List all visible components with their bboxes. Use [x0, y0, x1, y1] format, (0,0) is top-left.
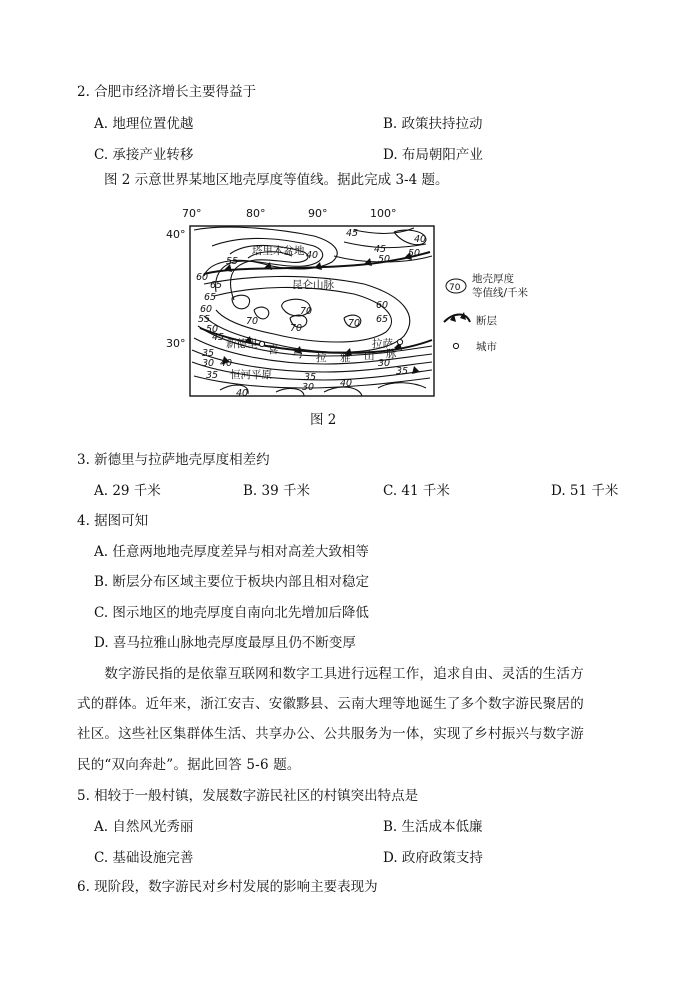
contour-line: [276, 389, 304, 396]
contour-value: 30: [378, 358, 391, 369]
legend-fault-label: 断层: [476, 315, 497, 327]
contour-value: 40: [340, 378, 353, 389]
place-label: 拉萨: [372, 338, 393, 350]
passage-line: 民的“双向奔赴”。据此回答 5-6 题。: [77, 757, 301, 773]
q5-option-a: A. 自然风光秀丽: [94, 819, 194, 835]
q5-option-c: C. 基础设施完善: [94, 850, 194, 866]
lat-label: 30°: [166, 337, 186, 350]
contour-value: 70: [246, 316, 259, 327]
q6-stem: 6. 现阶段，数字游民对乡村发展的影响主要表现为: [77, 879, 378, 895]
contour-line: [354, 228, 414, 234]
place-label: 山: [364, 350, 375, 362]
contour-value: 45: [374, 244, 387, 255]
contour-value: 45: [212, 332, 225, 343]
q4-option-a: A. 任意两地地壳厚度差异与相对高差大致相等: [94, 544, 369, 560]
q3-option-d: D. 51 千米: [551, 483, 619, 499]
contour-value: 65: [204, 292, 217, 303]
q4-stem: 4. 据图可知: [77, 513, 149, 529]
place-label: 拉: [316, 352, 327, 364]
lon-label: 90°: [308, 207, 328, 220]
contour-value: 65: [376, 314, 389, 325]
place-label: 喜: [268, 344, 279, 356]
contour-value: 55: [226, 256, 239, 267]
figure-caption: 图 2: [310, 412, 337, 428]
q3-option-b: B. 39 千米: [243, 483, 310, 499]
legend-contour-unit: 等值线/千米: [472, 287, 529, 299]
q5-stem: 5. 相较于一般村镇，发展数字游民社区的村镇突出特点是: [77, 788, 419, 804]
lat-label: 40°: [166, 228, 186, 241]
q2-option-d: D. 布局朝阳产业: [383, 147, 483, 163]
contour-value: 60: [196, 272, 209, 283]
passage-line: 式的群体。近年来，浙江安吉、安徽黟县、云南大理等地诞生了多个数字游民聚居的: [77, 696, 584, 712]
contour-value: 50: [408, 248, 421, 259]
contour-value: 35: [202, 348, 215, 359]
contour-value: 35: [206, 370, 219, 381]
contour-value: 35: [304, 372, 317, 383]
legend-fault-symbol: [444, 315, 470, 323]
q4-option-d: D. 喜马拉雅山脉地壳厚度最厚且仍不断变厚: [94, 635, 356, 651]
legend-contour-value: 70: [449, 283, 461, 293]
q2-option-b: B. 政策扶持拉动: [383, 116, 483, 132]
contour-value: 55: [198, 314, 211, 325]
city-lhasa-marker: [397, 339, 402, 344]
intro-34: 图 2 示意世界某地区地壳厚度等值线。据此完成 3-4 题。: [104, 172, 449, 188]
contour-value: 50: [206, 324, 219, 335]
passage-line: 数字游民指的是依靠互联网和数字工具进行远程工作，追求自由、灵活的生活方: [77, 666, 584, 682]
q2-option-a: A. 地理位置优越: [94, 116, 194, 132]
contour-value: 65: [210, 280, 223, 291]
contour-line: [232, 295, 250, 309]
q3-stem: 3. 新德里与拉萨地壳厚度相差约: [77, 452, 270, 468]
place-label: 塔里木盆地: [252, 245, 305, 257]
contour-value: 35: [396, 366, 409, 377]
contour-value: 70: [300, 306, 313, 317]
legend-city-label: 城市: [476, 341, 497, 353]
q4-option-b: B. 断层分布区域主要位于板块内部且相对稳定: [94, 574, 370, 590]
contour-value: 45: [346, 228, 359, 239]
contour-value: 40: [220, 358, 233, 369]
contour-value: 40: [236, 388, 249, 399]
q4-option-c: C. 图示地区的地壳厚度自南向北先增加后降低: [94, 605, 369, 621]
legend-contour-label: 地壳厚度: [472, 273, 514, 285]
q5-option-b: B. 生活成本低廉: [383, 819, 483, 835]
city-new-delhi-marker: [259, 341, 264, 346]
q2-stem: 2. 合肥市经济增长主要得益于: [77, 84, 257, 100]
contour-value: 50: [378, 254, 391, 265]
place-label: 马: [292, 348, 303, 360]
lon-label: 100°: [370, 207, 397, 220]
place-label: 新德里: [226, 338, 258, 350]
lon-label: 70°: [182, 207, 202, 220]
q3-option-a: A. 29 千米: [94, 483, 161, 499]
contour-value: 60: [200, 304, 213, 315]
place-label: 雅: [340, 352, 351, 364]
place-label: 脉: [386, 348, 397, 360]
contour-value: 70: [290, 323, 303, 334]
place-label: 恒河平原: [230, 369, 272, 381]
contour-value: 30: [302, 382, 315, 393]
contour-value: 40: [306, 250, 319, 261]
lon-label: 80°: [246, 207, 266, 220]
q2-option-c: C. 承接产业转移: [94, 147, 194, 163]
place-label: 昆仑山脉: [292, 279, 334, 291]
legend-city-symbol: [453, 343, 458, 348]
contour-value: 60: [376, 300, 389, 311]
map-legend: [444, 272, 529, 353]
q3-option-c: C. 41 千米: [383, 483, 450, 499]
contour-value: 70: [348, 318, 361, 329]
crust-thickness-map: [164, 206, 544, 428]
contour-value: 30: [202, 358, 215, 369]
contour-value: 40: [414, 234, 427, 245]
q5-option-d: D. 政府政策支持: [383, 850, 483, 866]
passage-line: 社区。这些社区集群体生活、共享办公、公共服务为一体，实现了乡村振兴与数字游: [77, 726, 584, 742]
